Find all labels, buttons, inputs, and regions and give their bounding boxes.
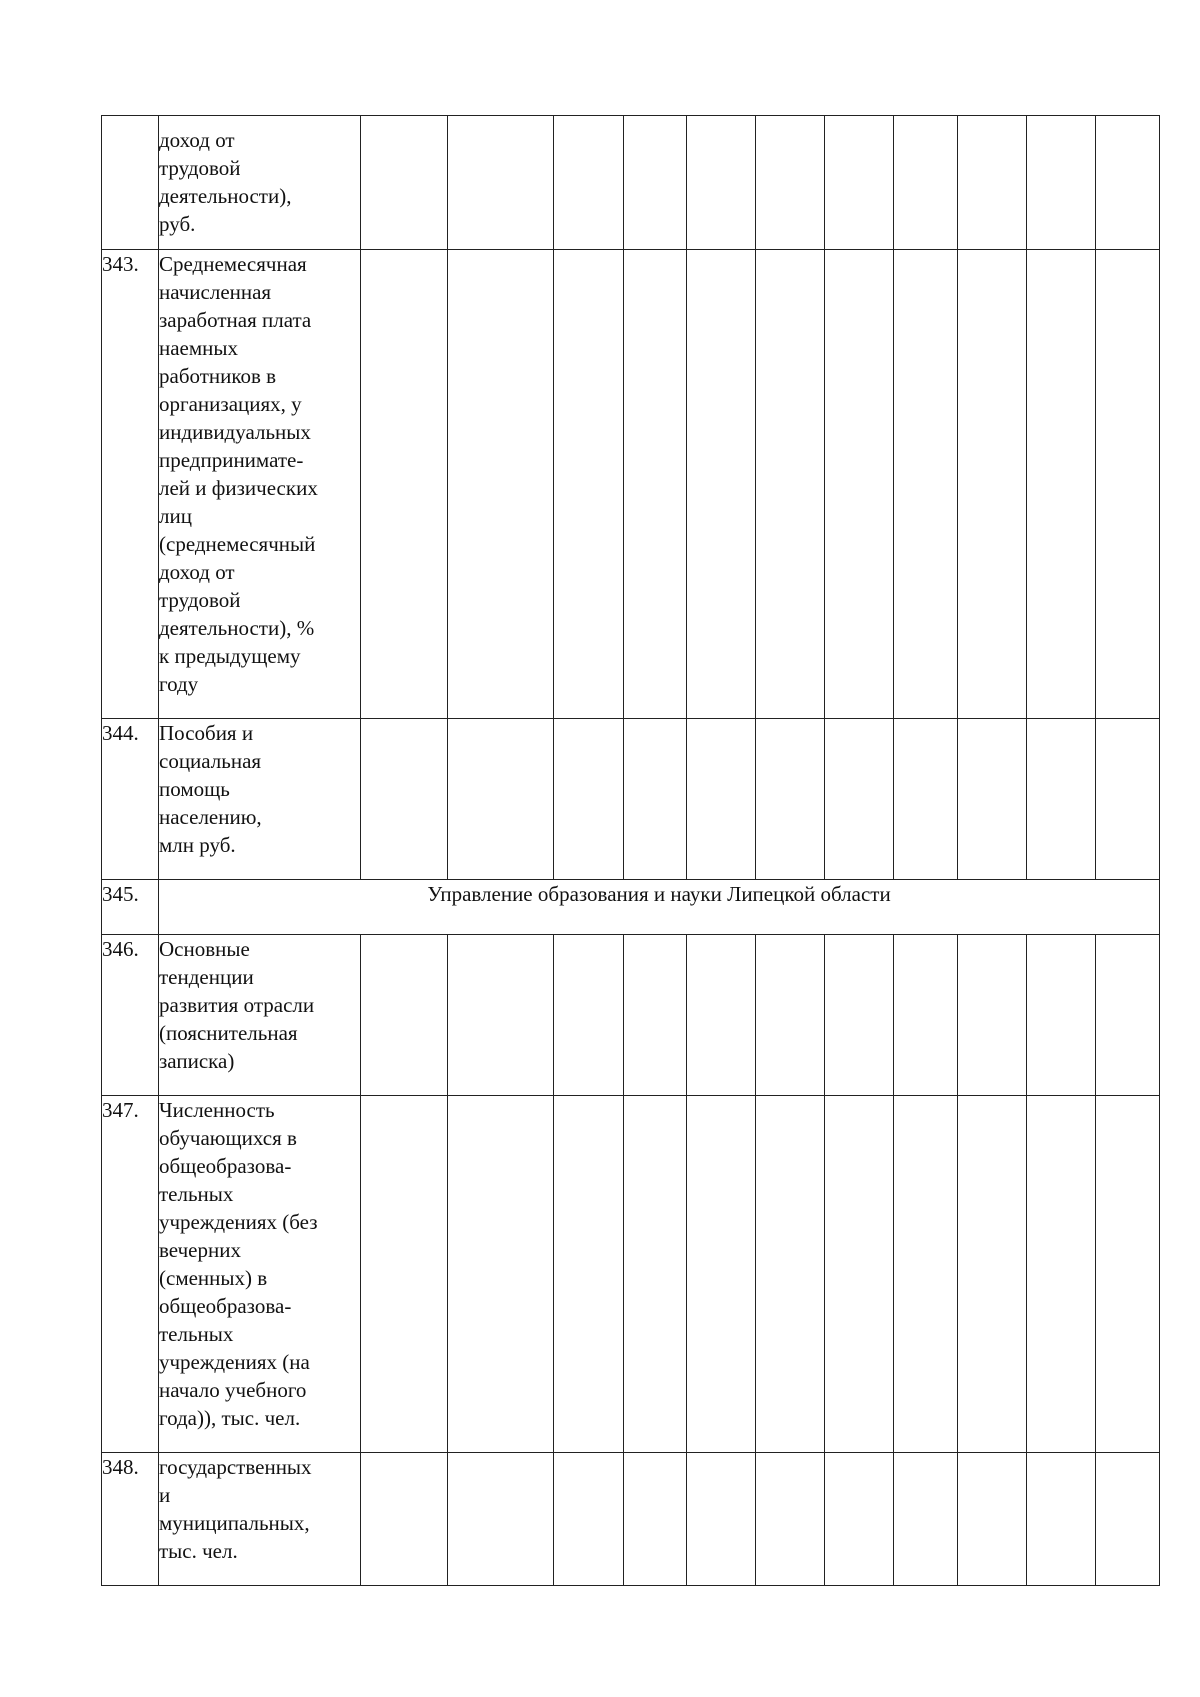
value-cell bbox=[958, 250, 1027, 719]
indicator-name-line: Численность bbox=[159, 1098, 275, 1122]
value-cell bbox=[361, 250, 448, 719]
value-cell bbox=[756, 1096, 825, 1453]
indicator-name bbox=[159, 1096, 361, 1453]
indicator-name-line: учреждениях (на bbox=[159, 1350, 310, 1374]
indicator-name-line: деятельности), bbox=[159, 184, 292, 208]
value-cell bbox=[624, 1096, 687, 1453]
table-row bbox=[102, 116, 1160, 250]
value-cell bbox=[825, 935, 894, 1096]
value-cell bbox=[825, 250, 894, 719]
value-cell bbox=[756, 1453, 825, 1586]
value-cell bbox=[1096, 1096, 1160, 1453]
row-number: 348. bbox=[102, 1453, 159, 1586]
indicator-name-line: тельных bbox=[159, 1322, 234, 1346]
indicator-name bbox=[159, 719, 361, 880]
value-cell bbox=[1027, 116, 1096, 250]
value-cell bbox=[1027, 250, 1096, 719]
value-cell bbox=[894, 935, 958, 1096]
value-cell bbox=[448, 116, 554, 250]
table-row bbox=[102, 250, 1160, 719]
value-cell bbox=[756, 250, 825, 719]
indicator-name bbox=[159, 935, 361, 1096]
indicator-name-line: заработная плата bbox=[159, 308, 312, 332]
value-cell bbox=[687, 116, 756, 250]
indicator-name-line: общеобразова- bbox=[159, 1154, 292, 1178]
table-row bbox=[102, 1453, 1160, 1586]
value-cell bbox=[448, 935, 554, 1096]
indicator-name-line: развития отрасли bbox=[159, 993, 315, 1017]
indicator-name-line: общеобразова- bbox=[159, 1294, 292, 1318]
value-cell bbox=[1027, 1096, 1096, 1453]
table-row bbox=[102, 880, 1160, 935]
value-cell bbox=[687, 1453, 756, 1586]
indicator-name-line: начисленная bbox=[159, 280, 272, 304]
indicator-name-line: записка) bbox=[159, 1049, 235, 1073]
value-cell bbox=[361, 1453, 448, 1586]
row-number: 347. bbox=[102, 1096, 159, 1453]
indicator-name-line: доход от bbox=[159, 128, 235, 152]
value-cell bbox=[554, 1096, 624, 1453]
indicator-name-line: тельных bbox=[159, 1182, 234, 1206]
value-cell bbox=[894, 1453, 958, 1586]
value-cell bbox=[958, 719, 1027, 880]
value-cell bbox=[958, 1453, 1027, 1586]
indicator-name-line: учреждениях (без bbox=[159, 1210, 318, 1234]
row-number bbox=[102, 116, 159, 250]
value-cell bbox=[687, 935, 756, 1096]
value-cell bbox=[1027, 1453, 1096, 1586]
indicator-table bbox=[101, 115, 1160, 1586]
table-row bbox=[102, 935, 1160, 1096]
value-cell bbox=[448, 1096, 554, 1453]
value-cell bbox=[1096, 250, 1160, 719]
indicator-name-line: начало учебного bbox=[159, 1378, 307, 1402]
value-cell bbox=[756, 719, 825, 880]
section-title: Управление образования и науки Липецкой области bbox=[159, 880, 1160, 935]
value-cell bbox=[687, 1096, 756, 1453]
value-cell bbox=[448, 250, 554, 719]
indicator-name-line: млн руб. bbox=[159, 833, 236, 857]
value-cell bbox=[756, 116, 825, 250]
row-number: 344. bbox=[102, 719, 159, 880]
indicator-name-line: года)), тыс. чел. bbox=[159, 1406, 301, 1430]
indicator-name-line: Пособия и bbox=[159, 721, 254, 745]
indicator-name bbox=[159, 116, 361, 250]
value-cell bbox=[687, 250, 756, 719]
indicator-name-line: доход от bbox=[159, 560, 235, 584]
indicator-name-line: вечерних bbox=[159, 1238, 241, 1262]
value-cell bbox=[554, 719, 624, 880]
indicator-name-line: Среднемесячная bbox=[159, 252, 307, 276]
value-cell bbox=[361, 935, 448, 1096]
indicator-name-line: государственных bbox=[159, 1455, 312, 1479]
indicator-name-line: году bbox=[159, 672, 199, 696]
row-number: 343. bbox=[102, 250, 159, 719]
value-cell bbox=[554, 116, 624, 250]
indicator-name-line: помощь bbox=[159, 777, 230, 801]
indicator-name-line: индивидуальных bbox=[159, 420, 311, 444]
value-cell bbox=[624, 1453, 687, 1586]
indicator-name-line: и bbox=[159, 1483, 171, 1507]
value-cell bbox=[1096, 935, 1160, 1096]
indicator-name-line: к предыдущему bbox=[159, 644, 301, 668]
value-cell bbox=[361, 116, 448, 250]
indicator-name-line: предпринимате- bbox=[159, 448, 304, 472]
value-cell bbox=[554, 935, 624, 1096]
indicator-name-line: руб. bbox=[159, 212, 196, 236]
value-cell bbox=[825, 1096, 894, 1453]
value-cell bbox=[687, 719, 756, 880]
value-cell bbox=[894, 719, 958, 880]
value-cell bbox=[624, 935, 687, 1096]
value-cell bbox=[894, 116, 958, 250]
value-cell bbox=[554, 250, 624, 719]
indicator-name-line: Основные bbox=[159, 937, 250, 961]
value-cell bbox=[1096, 719, 1160, 880]
indicator-name-line: организациях, у bbox=[159, 392, 302, 416]
value-cell bbox=[894, 1096, 958, 1453]
table-row bbox=[102, 1096, 1160, 1453]
value-cell bbox=[894, 250, 958, 719]
indicator-name-line: трудовой bbox=[159, 588, 241, 612]
row-number: 345. bbox=[102, 880, 159, 935]
table-row bbox=[102, 719, 1160, 880]
indicator-name-line: трудовой bbox=[159, 156, 241, 180]
value-cell bbox=[361, 1096, 448, 1453]
indicator-name-line: муниципальных, bbox=[159, 1511, 310, 1535]
indicator-name-line: тенденции bbox=[159, 965, 254, 989]
indicator-name-line: наемных bbox=[159, 336, 239, 360]
value-cell bbox=[554, 1453, 624, 1586]
value-cell bbox=[958, 116, 1027, 250]
value-cell bbox=[624, 250, 687, 719]
row-number: 346. bbox=[102, 935, 159, 1096]
indicator-name-line: обучающихся в bbox=[159, 1126, 297, 1150]
indicator-name-line: лиц bbox=[159, 504, 192, 528]
value-cell bbox=[825, 116, 894, 250]
indicator-name-line: (среднемесячный bbox=[159, 532, 316, 556]
value-cell bbox=[361, 719, 448, 880]
indicator-name-line: деятельности), % bbox=[159, 616, 315, 640]
value-cell bbox=[624, 116, 687, 250]
value-cell bbox=[825, 719, 894, 880]
value-cell bbox=[448, 1453, 554, 1586]
value-cell bbox=[1027, 719, 1096, 880]
indicator-name-line: населению, bbox=[159, 805, 262, 829]
value-cell bbox=[825, 1453, 894, 1586]
indicator-name-line: (сменных) в bbox=[159, 1266, 268, 1290]
value-cell bbox=[448, 719, 554, 880]
value-cell bbox=[1096, 1453, 1160, 1586]
indicator-name-line: лей и физических bbox=[159, 476, 318, 500]
indicator-name-line: работников в bbox=[159, 364, 277, 388]
value-cell bbox=[756, 935, 825, 1096]
indicator-name-line: тыс. чел. bbox=[159, 1539, 238, 1563]
value-cell bbox=[624, 719, 687, 880]
value-cell bbox=[1096, 116, 1160, 250]
value-cell bbox=[1027, 935, 1096, 1096]
indicator-name bbox=[159, 250, 361, 719]
value-cell bbox=[958, 935, 1027, 1096]
value-cell bbox=[958, 1096, 1027, 1453]
indicator-name-line: (пояснительная bbox=[159, 1021, 298, 1045]
indicator-name-line: социальная bbox=[159, 749, 262, 773]
indicator-name bbox=[159, 1453, 361, 1586]
